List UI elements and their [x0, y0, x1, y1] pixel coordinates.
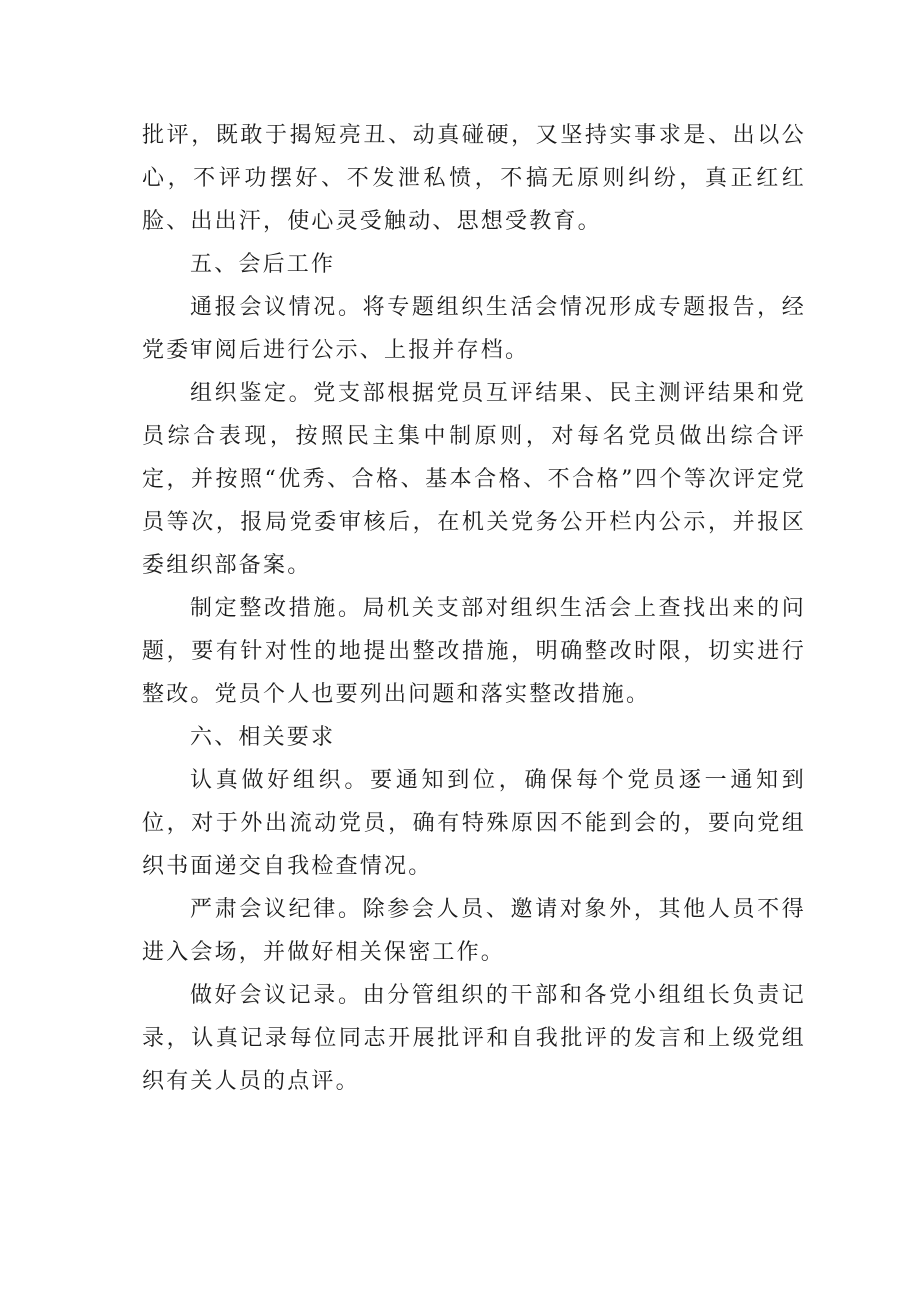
paragraph-continuation: 批评，既敢于揭短亮丑、动真碰硬，又坚持实事求是、出以公心，不评功摆好、不发泄私愤，不搞无原则纠纷，真正红红脸、出出汗，使心灵受触动、思想受教育。 [142, 123, 806, 234]
paragraph-organization-appraisal: 组织鉴定。党支部根据党员互评结果、民主测评结果和党员综合表现，按照民主集中制原则，对每名党员做出综合评定，并按照“优秀、合格、基本合格、不合格”四个等次评定党员等次，报局党委审核后，在机关党务公开栏内公示，并报区委组织部备案。 [142, 381, 806, 578]
document-body [142, 114, 806, 1103]
paragraph-rectification-measures: 制定整改措施。局机关支部对组织生活会上查找出来的问题，要有针对性的地提出整改措施，明确整改时限，切实进行整改。党员个人也要列出问题和落实整改措施。 [142, 596, 806, 707]
section-heading-5: 五、会后工作 [190, 252, 336, 277]
paragraph-organize-well: 认真做好组织。要通知到位，确保每个党员逐一通知到位，对于外出流动党员，确有特殊原因不能到会的，要向党组织书面递交自我检查情况。 [142, 768, 806, 879]
paragraph-meeting-discipline: 严肃会议纪律。除参会人员、邀请对象外，其他人员不得进入会场，并做好相关保密工作。 [142, 897, 806, 965]
paragraph-meeting-records: 做好会议记录。由分管组织的干部和各党小组组长负责记录，认真记录每位同志开展批评和自我批评的发言和上级党组织有关人员的点评。 [142, 983, 806, 1094]
paragraph-notify-meeting: 通报会议情况。将专题组织生活会情况形成专题报告，经党委审阅后进行公示、上报并存档。 [142, 295, 806, 363]
section-heading-6: 六、相关要求 [190, 725, 336, 750]
